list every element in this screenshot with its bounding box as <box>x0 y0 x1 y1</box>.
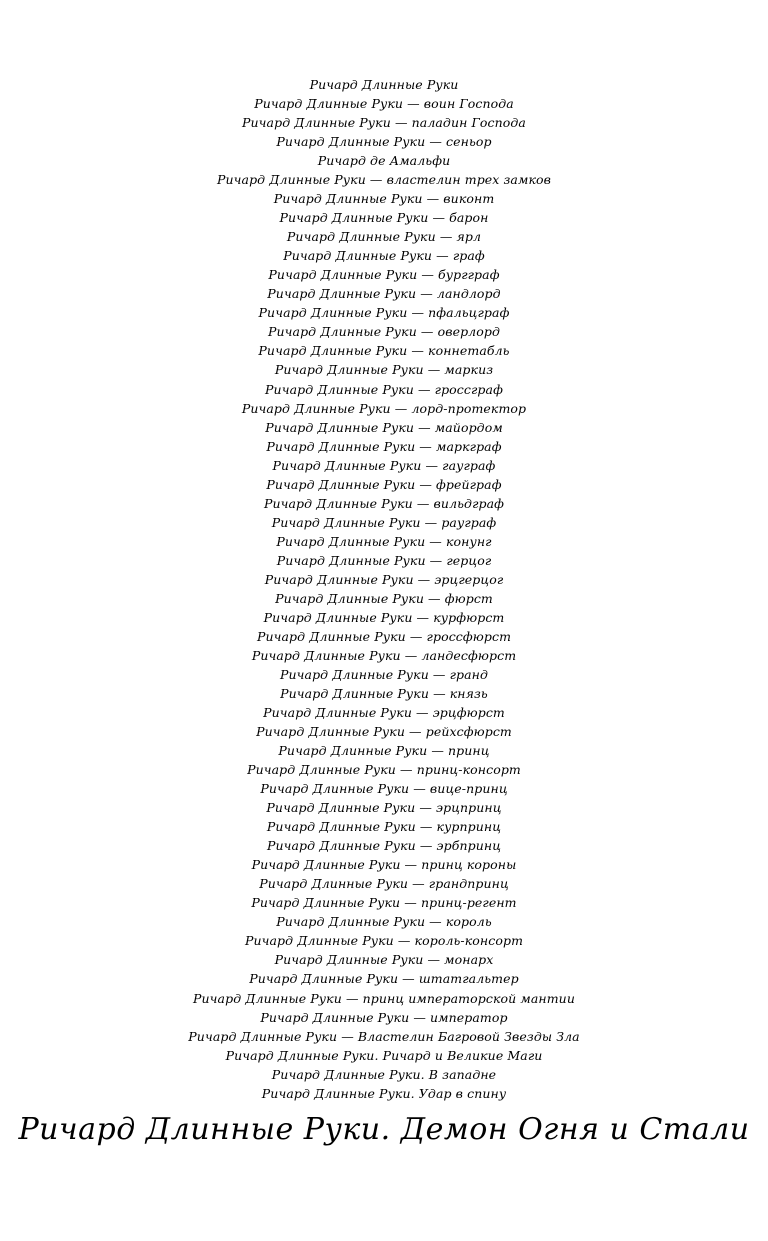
series-book-item: Ричард Длинные Руки — эрцпринц <box>266 800 502 816</box>
series-book-item: Ричард Длинные Руки — курфюрст <box>263 609 505 625</box>
series-book-item: Ричард Длинные Руки — воин Господа <box>254 96 514 112</box>
series-book-item: Ричард Длинные Руки — ландлорд <box>267 286 501 302</box>
series-book-item: Ричард Длинные Руки — рауграф <box>271 514 497 530</box>
book-title: Ричард Длинные Руки. Демон Огня и Стали <box>18 1112 750 1147</box>
series-book-item: Ричард Длинные Руки — рейхсфюрст <box>256 724 512 740</box>
series-book-item: Ричард Длинные Руки — принц-консорт <box>247 762 521 778</box>
series-book-item: Ричард Длинные Руки. В западне <box>271 1066 497 1082</box>
series-book-item: Ричард Длинные Руки — граф <box>283 248 485 264</box>
series-book-item: Ричард Длинные Руки — Властелин Багровой Звезды Зла <box>188 1028 580 1044</box>
series-book-item: Ричард Длинные Руки — штатгальтер <box>249 971 519 987</box>
series-book-item: Ричард Длинные Руки — герцог <box>276 552 492 568</box>
series-book-item: Ричард Длинные Руки — фрейграф <box>266 476 502 492</box>
series-book-item: Ричард Длинные Руки — эрцгерцог <box>264 571 504 587</box>
series-book-item: Ричард Длинные Руки — вильдграф <box>263 495 505 511</box>
series-book-item: Ричард Длинные Руки — вице-принц <box>260 781 508 797</box>
series-book-item: Ричард Длинные Руки — курпринц <box>266 819 502 835</box>
series-book-item: Ричард Длинные Руки — эрбпринц <box>266 838 502 854</box>
series-book-item: Ричард де Амальфи <box>317 153 451 169</box>
series-book-item: Ричард Длинные Руки — принц-регент <box>251 895 517 911</box>
series-book-item: Ричард Длинные Руки — виконт <box>273 191 495 207</box>
series-book-item: Ричард Длинные Руки — барон <box>279 210 489 226</box>
series-book-item: Ричард Длинные Руки — властелин трех замков <box>216 172 552 188</box>
series-book-item: Ричард Длинные Руки — гранд <box>279 666 489 682</box>
series-book-item: Ричард Длинные Руки — король <box>276 914 492 930</box>
series-book-item: Ричард Длинные Руки — ландесфюрст <box>251 647 517 663</box>
series-book-item: Ричард Длинные Руки. Удар в спину <box>261 1085 507 1101</box>
series-book-item: Ричард Длинные Руки — оверлорд <box>267 324 500 340</box>
series-book-item: Ричард Длинные Руки — император <box>260 1009 508 1025</box>
series-book-item: Ричард Длинные Руки — фюрст <box>275 590 493 606</box>
series-book-item: Ричард Длинные Руки — ярл <box>286 229 482 245</box>
series-book-item: Ричард Длинные Руки — гроссграф <box>265 381 503 397</box>
series-book-item: Ричард Длинные Руки — лорд-протектор <box>241 400 527 416</box>
series-book-item: Ричард Длинные Руки — маркиз <box>274 362 494 378</box>
series-book-item: Ричард Длинные Руки — сеньор <box>276 134 492 150</box>
series-book-item: Ричард Длинные Руки — принц <box>278 743 490 759</box>
series-book-item: Ричард Длинные Руки — эрцфюрст <box>263 705 505 721</box>
series-book-item: Ричард Длинные Руки — паладин Господа <box>242 115 526 131</box>
series-book-item: Ричард Длинные Руки — монарх <box>274 952 494 968</box>
series-book-item: Ричард Длинные Руки — майордом <box>265 419 503 435</box>
series-book-item: Ричард Длинные Руки — князь <box>280 686 488 701</box>
series-book-item: Ричард Длинные Руки — бургграф <box>268 267 500 283</box>
series-book-item: Ричард Длинные Руки — маркграф <box>266 438 502 454</box>
series-book-list <box>0 75 768 1103</box>
series-book-item: Ричард Длинные Руки — принц короны <box>251 857 517 873</box>
series-book-item: Ричард Длинные Руки <box>309 77 459 92</box>
series-book-item: Ричард Длинные Руки — гроссфюрст <box>256 628 512 644</box>
series-book-item: Ричард Длинные Руки — принц императорской мантии <box>193 990 575 1006</box>
series-book-item: Ричард Длинные Руки. Ричард и Великие Маги <box>225 1047 543 1063</box>
series-book-item: Ричард Длинные Руки — гауграф <box>272 457 496 473</box>
series-book-item: Ричард Длинные Руки — пфальцграф <box>258 305 510 321</box>
series-book-item: Ричард Длинные Руки — грандпринц <box>259 876 509 892</box>
series-book-item: Ричард Длинные Руки — коннетабль <box>258 343 510 359</box>
series-book-item: Ричард Длинные Руки — конунг <box>276 533 492 549</box>
series-book-item: Ричард Длинные Руки — король-консорт <box>244 933 524 949</box>
